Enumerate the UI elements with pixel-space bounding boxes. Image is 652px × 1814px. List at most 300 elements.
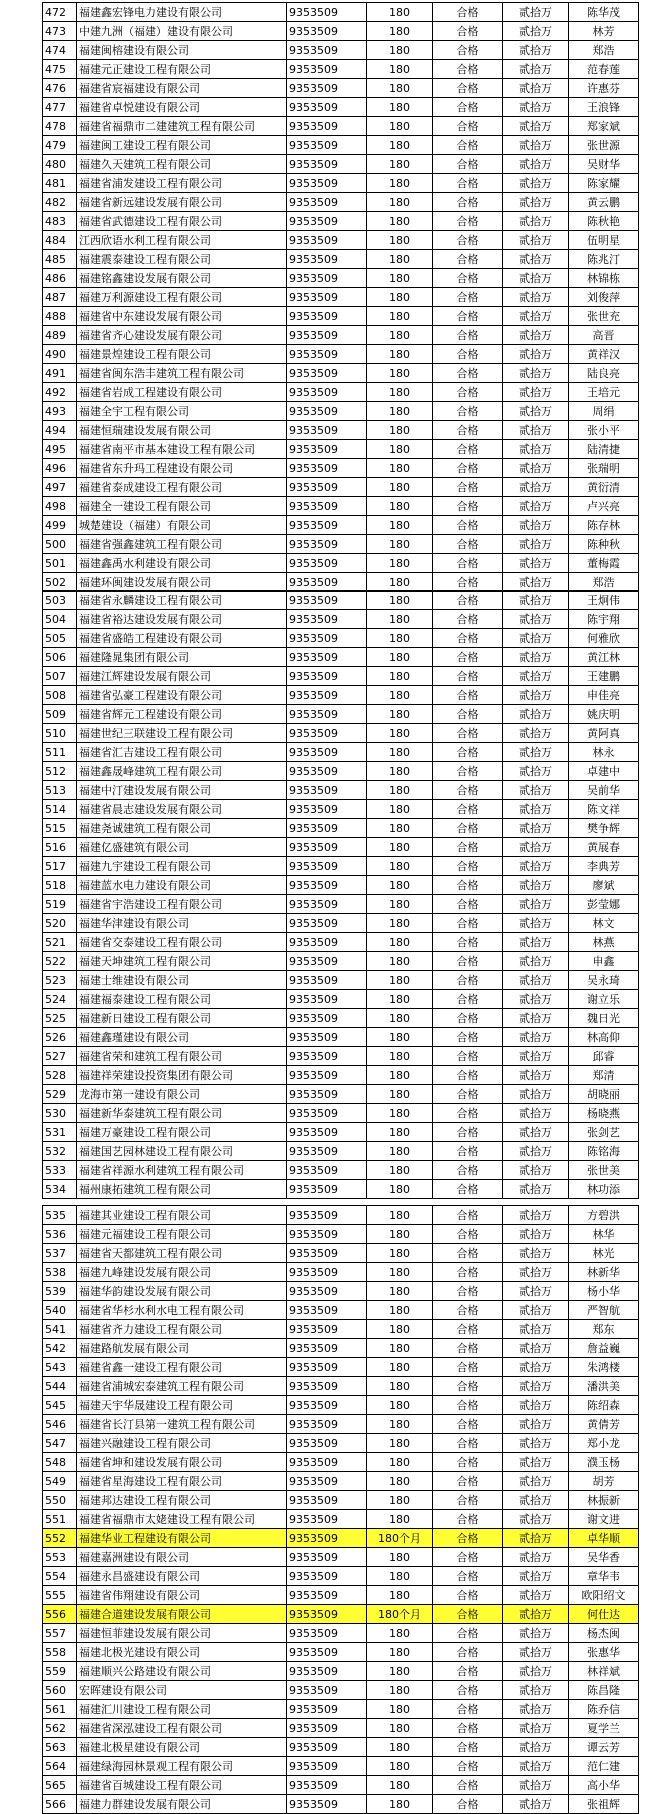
company-name-cell: 福建省中东建设发展有限公司 bbox=[77, 307, 287, 326]
person-name-cell: 王建鹏 bbox=[569, 667, 639, 686]
duration-cell: 180 bbox=[367, 819, 433, 838]
row-number-cell: 491 bbox=[43, 364, 77, 383]
company-name-cell: 福建鑫禹水利建设有限公司 bbox=[77, 554, 287, 573]
company-name-cell: 福建江辉建设发展有限公司 bbox=[77, 667, 287, 686]
row-number-cell: 534 bbox=[43, 1180, 77, 1199]
amount-cell: 贰拾万 bbox=[503, 667, 569, 686]
row-number-cell: 484 bbox=[43, 231, 77, 250]
row-number-cell: 516 bbox=[43, 838, 77, 857]
person-name-cell: 高小华 bbox=[569, 1776, 639, 1795]
certificate-code-cell: 9353509 bbox=[287, 1529, 367, 1548]
duration-cell: 180 bbox=[367, 1491, 433, 1510]
table-row bbox=[43, 1301, 639, 1320]
person-name-cell: 廖斌 bbox=[569, 876, 639, 895]
certificate-code-cell: 9353509 bbox=[287, 1066, 367, 1085]
table-row bbox=[43, 762, 639, 781]
duration-cell: 180 bbox=[367, 1472, 433, 1491]
table-row bbox=[43, 174, 639, 193]
certificate-code-cell: 9353509 bbox=[287, 1643, 367, 1662]
row-number-cell: 533 bbox=[43, 1161, 77, 1180]
row-number-cell: 499 bbox=[43, 516, 77, 535]
table-row bbox=[43, 231, 639, 250]
duration-cell: 180 bbox=[367, 933, 433, 952]
company-name-cell: 福建省盛皓工程建设有限公司 bbox=[77, 629, 287, 648]
amount-cell: 贰拾万 bbox=[503, 1472, 569, 1491]
table-row bbox=[43, 1624, 639, 1643]
person-name-cell: 陈文祥 bbox=[569, 800, 639, 819]
person-name-cell: 谢文进 bbox=[569, 1510, 639, 1529]
company-name-cell: 福建新华泰建筑工程有限公司 bbox=[77, 1104, 287, 1123]
company-name-cell: 福建兴融建设工程有限公司 bbox=[77, 1434, 287, 1453]
person-name-cell: 郑清 bbox=[569, 1066, 639, 1085]
result-cell: 合格 bbox=[433, 1586, 503, 1605]
duration-cell: 180 bbox=[367, 1586, 433, 1605]
person-name-cell: 卢兴亮 bbox=[569, 497, 639, 516]
company-name-cell: 福建省闽东浩丰建筑工程有限公司 bbox=[77, 364, 287, 383]
certificate-code-cell: 9353509 bbox=[287, 1339, 367, 1358]
amount-cell: 贰拾万 bbox=[503, 1757, 569, 1776]
amount-cell: 贰拾万 bbox=[503, 914, 569, 933]
company-name-cell: 福建顺兴公路建设有限公司 bbox=[77, 1662, 287, 1681]
certificate-code-cell: 9353509 bbox=[287, 1776, 367, 1795]
certificate-code-cell: 9353509 bbox=[287, 1358, 367, 1377]
row-number-cell: 527 bbox=[43, 1047, 77, 1066]
certificate-code-cell: 9353509 bbox=[287, 743, 367, 762]
company-name-cell: 福建万豪建设工程有限公司 bbox=[77, 1123, 287, 1142]
company-name-cell: 福建省宇浩建设工程有限公司 bbox=[77, 895, 287, 914]
person-name-cell: 黄衍清 bbox=[569, 478, 639, 497]
person-name-cell: 夏学兰 bbox=[569, 1719, 639, 1738]
company-name-cell: 江西欣语水利工程有限公司 bbox=[77, 231, 287, 250]
row-number-cell: 487 bbox=[43, 288, 77, 307]
duration-cell: 180 bbox=[367, 1377, 433, 1396]
table-row bbox=[43, 971, 639, 990]
person-name-cell: 周绢 bbox=[569, 402, 639, 421]
table-row bbox=[43, 440, 639, 459]
duration-cell: 180 bbox=[367, 421, 433, 440]
row-number-cell: 544 bbox=[43, 1377, 77, 1396]
result-cell: 合格 bbox=[433, 212, 503, 231]
row-number-cell: 548 bbox=[43, 1453, 77, 1472]
person-name-cell: 李典芳 bbox=[569, 857, 639, 876]
result-cell: 合格 bbox=[433, 1491, 503, 1510]
company-name-cell: 福建亿盛建筑有限公司 bbox=[77, 838, 287, 857]
company-name-cell: 福建新日建设工程有限公司 bbox=[77, 1009, 287, 1028]
table-row bbox=[43, 1339, 639, 1358]
company-name-cell: 福建省东升玛工程建设有限公司 bbox=[77, 459, 287, 478]
amount-cell: 贰拾万 bbox=[503, 1510, 569, 1529]
person-name-cell: 林振新 bbox=[569, 1491, 639, 1510]
amount-cell: 贰拾万 bbox=[503, 1795, 569, 1814]
duration-cell: 180 bbox=[367, 1180, 433, 1199]
result-cell: 合格 bbox=[433, 383, 503, 402]
result-cell: 合格 bbox=[433, 952, 503, 971]
certificate-code-cell: 9353509 bbox=[287, 1719, 367, 1738]
row-number-cell: 483 bbox=[43, 212, 77, 231]
table-row bbox=[43, 743, 639, 762]
row-number-cell: 477 bbox=[43, 98, 77, 117]
duration-cell: 180 bbox=[367, 1047, 433, 1066]
certificate-code-cell: 9353509 bbox=[287, 117, 367, 136]
table-row bbox=[43, 876, 639, 895]
result-cell: 合格 bbox=[433, 1104, 503, 1123]
row-number-cell: 515 bbox=[43, 819, 77, 838]
certificate-code-cell: 9353509 bbox=[287, 1662, 367, 1681]
person-name-cell: 姚庆明 bbox=[569, 705, 639, 724]
person-name-cell: 黄倩芳 bbox=[569, 1415, 639, 1434]
duration-cell: 180 bbox=[367, 1624, 433, 1643]
duration-cell: 180 bbox=[367, 1161, 433, 1180]
result-cell: 合格 bbox=[433, 838, 503, 857]
table-row bbox=[43, 554, 639, 573]
company-name-cell: 福建祥荣建设投资集团有限公司 bbox=[77, 1066, 287, 1085]
certificate-code-cell: 9353509 bbox=[287, 1738, 367, 1757]
company-name-cell: 福建永昌盛建设有限公司 bbox=[77, 1567, 287, 1586]
amount-cell: 贰拾万 bbox=[503, 1028, 569, 1047]
certificate-code-cell: 9353509 bbox=[287, 1757, 367, 1776]
company-name-cell: 福建震泰建设工程有限公司 bbox=[77, 250, 287, 269]
amount-cell: 贰拾万 bbox=[503, 573, 569, 592]
amount-cell: 贰拾万 bbox=[503, 1339, 569, 1358]
person-name-cell: 林新华 bbox=[569, 1263, 639, 1282]
company-name-cell: 龙海市第一建设有限公司 bbox=[77, 1085, 287, 1104]
result-cell: 合格 bbox=[433, 895, 503, 914]
row-number-cell: 488 bbox=[43, 307, 77, 326]
certificate-code-cell: 9353509 bbox=[287, 971, 367, 990]
company-name-cell: 福建省泰成建设工程有限公司 bbox=[77, 478, 287, 497]
result-cell: 合格 bbox=[433, 1434, 503, 1453]
row-number-cell: 489 bbox=[43, 326, 77, 345]
amount-cell: 贰拾万 bbox=[503, 193, 569, 212]
certificate-code-cell: 9353509 bbox=[287, 686, 367, 705]
row-number-cell: 478 bbox=[43, 117, 77, 136]
row-number-cell: 503 bbox=[43, 591, 77, 610]
row-number-cell: 550 bbox=[43, 1491, 77, 1510]
table-row bbox=[43, 1104, 639, 1123]
row-number-cell: 555 bbox=[43, 1586, 77, 1605]
amount-cell: 贰拾万 bbox=[503, 781, 569, 800]
certificate-code-cell: 9353509 bbox=[287, 459, 367, 478]
amount-cell: 贰拾万 bbox=[503, 1123, 569, 1142]
amount-cell: 贰拾万 bbox=[503, 117, 569, 136]
table-row bbox=[43, 1377, 639, 1396]
person-name-cell: 陆清捷 bbox=[569, 440, 639, 459]
row-number-cell: 504 bbox=[43, 610, 77, 629]
certificate-code-cell: 9353509 bbox=[287, 1491, 367, 1510]
result-cell: 合格 bbox=[433, 591, 503, 610]
duration-cell: 180 bbox=[367, 440, 433, 459]
duration-cell: 180 bbox=[367, 326, 433, 345]
amount-cell: 贰拾万 bbox=[503, 41, 569, 60]
row-number-cell: 494 bbox=[43, 421, 77, 440]
person-name-cell: 张惠华 bbox=[569, 1643, 639, 1662]
amount-cell: 贰拾万 bbox=[503, 1358, 569, 1377]
row-number-cell: 549 bbox=[43, 1472, 77, 1491]
table-row bbox=[43, 288, 639, 307]
duration-cell: 180 bbox=[367, 895, 433, 914]
person-name-cell: 林燕 bbox=[569, 933, 639, 952]
certificate-code-cell: 9353509 bbox=[287, 819, 367, 838]
result-cell: 合格 bbox=[433, 629, 503, 648]
certificate-code-cell: 9353509 bbox=[287, 22, 367, 41]
company-name-cell: 福建天宇华晟建设工程有限公司 bbox=[77, 1396, 287, 1415]
row-number-cell: 486 bbox=[43, 269, 77, 288]
result-cell: 合格 bbox=[433, 1605, 503, 1624]
company-name-cell: 福建北极光建设有限公司 bbox=[77, 1643, 287, 1662]
person-name-cell: 陈秋艳 bbox=[569, 212, 639, 231]
person-name-cell: 杨小华 bbox=[569, 1282, 639, 1301]
person-name-cell: 郑东 bbox=[569, 1320, 639, 1339]
duration-cell: 180 bbox=[367, 3, 433, 22]
person-name-cell: 吴前华 bbox=[569, 781, 639, 800]
person-name-cell: 黄云鹏 bbox=[569, 193, 639, 212]
result-cell: 合格 bbox=[433, 857, 503, 876]
amount-cell: 贰拾万 bbox=[503, 1624, 569, 1643]
table-row bbox=[43, 98, 639, 117]
certificate-code-cell: 9353509 bbox=[287, 174, 367, 193]
duration-cell: 180 bbox=[367, 573, 433, 592]
result-cell: 合格 bbox=[433, 743, 503, 762]
company-name-cell: 福建华业工程建设有限公司 bbox=[77, 1529, 287, 1548]
amount-cell: 贰拾万 bbox=[503, 79, 569, 98]
duration-cell: 180 bbox=[367, 554, 433, 573]
row-number-cell: 551 bbox=[43, 1510, 77, 1529]
amount-cell: 贰拾万 bbox=[503, 1586, 569, 1605]
person-name-cell: 王浪锋 bbox=[569, 98, 639, 117]
company-name-cell: 福建中汀建设发展有限公司 bbox=[77, 781, 287, 800]
table-row bbox=[43, 269, 639, 288]
certificate-code-cell: 9353509 bbox=[287, 1244, 367, 1263]
person-name-cell: 章华韦 bbox=[569, 1567, 639, 1586]
duration-cell: 180 bbox=[367, 231, 433, 250]
row-number-cell: 560 bbox=[43, 1681, 77, 1700]
amount-cell: 贰拾万 bbox=[503, 1225, 569, 1244]
certificate-code-cell: 9353509 bbox=[287, 1161, 367, 1180]
table-row bbox=[43, 345, 639, 364]
result-cell: 合格 bbox=[433, 781, 503, 800]
result-cell: 合格 bbox=[433, 79, 503, 98]
certificate-code-cell: 9353509 bbox=[287, 402, 367, 421]
person-name-cell: 申佳亮 bbox=[569, 686, 639, 705]
amount-cell: 贰拾万 bbox=[503, 990, 569, 1009]
row-number-cell: 529 bbox=[43, 1085, 77, 1104]
result-cell: 合格 bbox=[433, 610, 503, 629]
result-cell: 合格 bbox=[433, 686, 503, 705]
result-cell: 合格 bbox=[433, 705, 503, 724]
row-number-cell: 541 bbox=[43, 1320, 77, 1339]
company-name-cell: 福建恒瑞建设发展有限公司 bbox=[77, 421, 287, 440]
company-name-cell: 福建省齐力建设工程有限公司 bbox=[77, 1320, 287, 1339]
table-row bbox=[43, 1510, 639, 1529]
table-row bbox=[43, 22, 639, 41]
company-name-cell: 福建鑫晟峰建筑工程有限公司 bbox=[77, 762, 287, 781]
row-number-cell: 542 bbox=[43, 1339, 77, 1358]
row-number-cell: 514 bbox=[43, 800, 77, 819]
person-name-cell: 胡芳 bbox=[569, 1472, 639, 1491]
duration-cell: 180 bbox=[367, 1415, 433, 1434]
table-row bbox=[43, 724, 639, 743]
amount-cell: 贰拾万 bbox=[503, 1066, 569, 1085]
certificate-code-cell: 9353509 bbox=[287, 554, 367, 573]
duration-cell: 180 bbox=[367, 1123, 433, 1142]
row-number-cell: 547 bbox=[43, 1434, 77, 1453]
result-cell: 合格 bbox=[433, 326, 503, 345]
row-number-cell: 562 bbox=[43, 1719, 77, 1738]
table-row bbox=[43, 79, 639, 98]
duration-cell: 180 bbox=[367, 402, 433, 421]
row-number-cell: 524 bbox=[43, 990, 77, 1009]
person-name-cell: 谢立乐 bbox=[569, 990, 639, 1009]
row-number-cell: 563 bbox=[43, 1738, 77, 1757]
person-name-cell: 郑浩 bbox=[569, 41, 639, 60]
amount-cell: 贰拾万 bbox=[503, 155, 569, 174]
person-name-cell: 范春莲 bbox=[569, 60, 639, 79]
table-row bbox=[43, 1415, 639, 1434]
table-row bbox=[43, 1206, 639, 1225]
certificate-code-cell: 9353509 bbox=[287, 41, 367, 60]
result-cell: 合格 bbox=[433, 554, 503, 573]
certificate-code-cell: 9353509 bbox=[287, 1301, 367, 1320]
result-cell: 合格 bbox=[433, 1643, 503, 1662]
certificate-code-cell: 9353509 bbox=[287, 535, 367, 554]
row-number-cell: 500 bbox=[43, 535, 77, 554]
table-row bbox=[43, 990, 639, 1009]
company-name-cell: 福建省强鑫建筑工程有限公司 bbox=[77, 535, 287, 554]
table-row bbox=[43, 933, 639, 952]
table-row bbox=[43, 307, 639, 326]
certificate-code-cell: 9353509 bbox=[287, 933, 367, 952]
company-name-cell: 福建华韵建设发展有限公司 bbox=[77, 1282, 287, 1301]
person-name-cell: 陆良亮 bbox=[569, 364, 639, 383]
row-number-cell: 528 bbox=[43, 1066, 77, 1085]
row-number-cell: 519 bbox=[43, 895, 77, 914]
duration-cell: 180 bbox=[367, 990, 433, 1009]
person-name-cell: 范仁建 bbox=[569, 1757, 639, 1776]
company-name-cell: 福建汇川建设工程有限公司 bbox=[77, 1700, 287, 1719]
company-name-cell: 福建其业建设工程有限公司 bbox=[77, 1206, 287, 1225]
result-cell: 合格 bbox=[433, 478, 503, 497]
result-cell: 合格 bbox=[433, 971, 503, 990]
row-number-cell: 475 bbox=[43, 60, 77, 79]
company-name-cell: 福建省齐心建设发展有限公司 bbox=[77, 326, 287, 345]
amount-cell: 贰拾万 bbox=[503, 1396, 569, 1415]
row-number-cell: 492 bbox=[43, 383, 77, 402]
company-name-cell: 福建国艺园林建设工程有限公司 bbox=[77, 1142, 287, 1161]
result-cell: 合格 bbox=[433, 60, 503, 79]
table-row bbox=[43, 3, 639, 22]
amount-cell: 贰拾万 bbox=[503, 591, 569, 610]
certificate-code-cell: 9353509 bbox=[287, 383, 367, 402]
duration-cell: 180 bbox=[367, 478, 433, 497]
certificate-code-cell: 9353509 bbox=[287, 667, 367, 686]
row-number-cell: 481 bbox=[43, 174, 77, 193]
person-name-cell: 林祥斌 bbox=[569, 1662, 639, 1681]
result-cell: 合格 bbox=[433, 724, 503, 743]
result-cell: 合格 bbox=[433, 1180, 503, 1199]
company-name-cell: 福建环闽建设发展有限公司 bbox=[77, 573, 287, 592]
person-name-cell: 黄展春 bbox=[569, 838, 639, 857]
company-name-cell: 福建省宸福建设有限公司 bbox=[77, 79, 287, 98]
company-name-cell: 福建省岩成工程建设有限公司 bbox=[77, 383, 287, 402]
company-name-cell: 福建省天都建筑工程有限公司 bbox=[77, 1244, 287, 1263]
duration-cell: 180 bbox=[367, 629, 433, 648]
result-cell: 合格 bbox=[433, 516, 503, 535]
person-name-cell: 卓建中 bbox=[569, 762, 639, 781]
table-row bbox=[43, 1009, 639, 1028]
row-number-cell: 561 bbox=[43, 1700, 77, 1719]
table-row bbox=[43, 705, 639, 724]
row-number-cell: 513 bbox=[43, 781, 77, 800]
person-name-cell: 陈乔信 bbox=[569, 1700, 639, 1719]
result-cell: 合格 bbox=[433, 136, 503, 155]
company-name-cell: 福建景煌建设工程有限公司 bbox=[77, 345, 287, 364]
person-name-cell: 陈兆汀 bbox=[569, 250, 639, 269]
amount-cell: 贰拾万 bbox=[503, 250, 569, 269]
row-number-cell: 506 bbox=[43, 648, 77, 667]
duration-cell: 180 bbox=[367, 648, 433, 667]
person-name-cell: 胡晓丽 bbox=[569, 1085, 639, 1104]
amount-cell: 贰拾万 bbox=[503, 60, 569, 79]
row-number-cell: 530 bbox=[43, 1104, 77, 1123]
certificate-code-cell: 9353509 bbox=[287, 497, 367, 516]
company-name-cell: 福建省南平市基本建设工程有限公司 bbox=[77, 440, 287, 459]
amount-cell: 贰拾万 bbox=[503, 762, 569, 781]
result-cell: 合格 bbox=[433, 1282, 503, 1301]
company-name-cell: 福建省百城建设工程有限公司 bbox=[77, 1776, 287, 1795]
person-name-cell: 张瑞明 bbox=[569, 459, 639, 478]
duration-cell: 180 bbox=[367, 1206, 433, 1225]
result-cell: 合格 bbox=[433, 1795, 503, 1814]
duration-cell: 180 bbox=[367, 591, 433, 610]
certificate-code-cell: 9353509 bbox=[287, 990, 367, 1009]
result-cell: 合格 bbox=[433, 535, 503, 554]
certificate-code-cell: 9353509 bbox=[287, 1567, 367, 1586]
result-cell: 合格 bbox=[433, 1472, 503, 1491]
table-row bbox=[43, 1244, 639, 1263]
row-number-cell: 510 bbox=[43, 724, 77, 743]
duration-cell: 180 bbox=[367, 1301, 433, 1320]
person-name-cell: 陈存林 bbox=[569, 516, 639, 535]
duration-cell: 180 bbox=[367, 269, 433, 288]
person-name-cell: 郑浩 bbox=[569, 573, 639, 592]
amount-cell: 贰拾万 bbox=[503, 1738, 569, 1757]
result-cell: 合格 bbox=[433, 1225, 503, 1244]
person-name-cell: 魏日光 bbox=[569, 1009, 639, 1028]
duration-cell: 180 bbox=[367, 497, 433, 516]
duration-cell: 180个月 bbox=[367, 1529, 433, 1548]
person-name-cell: 邱睿 bbox=[569, 1047, 639, 1066]
amount-cell: 贰拾万 bbox=[503, 98, 569, 117]
company-name-cell: 福建邦达建设工程有限公司 bbox=[77, 1491, 287, 1510]
certificate-code-cell: 9353509 bbox=[287, 876, 367, 895]
row-number-cell: 502 bbox=[43, 573, 77, 592]
amount-cell: 贰拾万 bbox=[503, 819, 569, 838]
duration-cell: 180 bbox=[367, 952, 433, 971]
person-name-cell: 高晋 bbox=[569, 326, 639, 345]
amount-cell: 贰拾万 bbox=[503, 1662, 569, 1681]
amount-cell: 贰拾万 bbox=[503, 1161, 569, 1180]
table-section-1 bbox=[42, 2, 638, 592]
person-name-cell: 张世美 bbox=[569, 1161, 639, 1180]
table-row bbox=[43, 326, 639, 345]
table-row bbox=[43, 895, 639, 914]
row-number-cell: 511 bbox=[43, 743, 77, 762]
row-number-cell: 559 bbox=[43, 1662, 77, 1681]
person-name-cell: 张祖辉 bbox=[569, 1795, 639, 1814]
table-row bbox=[43, 667, 639, 686]
person-name-cell: 张小平 bbox=[569, 421, 639, 440]
certificate-code-cell: 9353509 bbox=[287, 781, 367, 800]
